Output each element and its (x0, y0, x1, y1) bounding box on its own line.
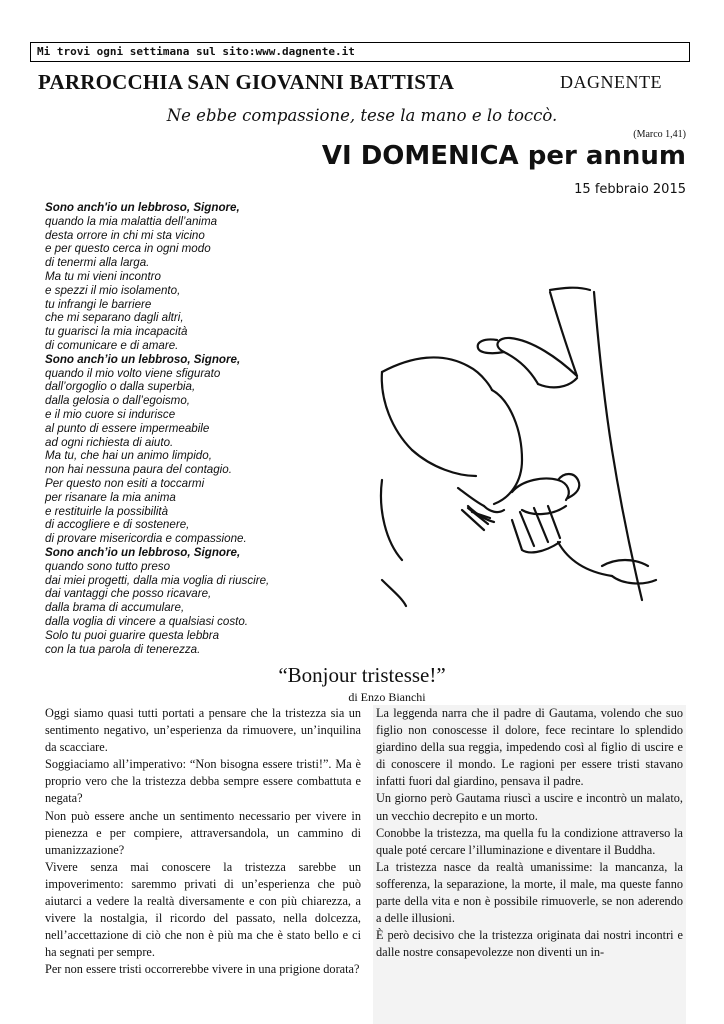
poem-line: tu guarisci la mia incapacità (45, 325, 188, 339)
poem-line: dalla voglia di vincere a qualsiasi costo. (45, 614, 249, 628)
issue-date: 15 febbraio 2015 (574, 182, 686, 197)
poem-line: che mi separano dagli altri, (45, 311, 184, 325)
poem-line: ad ogni richiesta di aiuto. (45, 435, 174, 449)
poem-line: quando il mio volto viene sfigurato (45, 366, 221, 380)
article-column-right (373, 705, 686, 1024)
sunday-title: VI DOMENICA per annum (321, 141, 686, 171)
article-title: “Bonjour tristesse!” (278, 663, 446, 687)
poem-line: tu infrangi le barriere (45, 297, 152, 311)
poem-line: al punto di essere impermeabile (45, 421, 210, 435)
article-column-left (45, 705, 361, 1024)
poem-line: con la tua parola di tenerezza. (45, 642, 201, 656)
article-paragraph: La leggenda narra che il padre di Gautama, volendo che suo figlio non conoscesse il dolore, fece recintare lo splendido giardino della sua reggia, impedendo così al figlio di uscire e di conoscere il mondo. Le ragioni per essere tristi stavano infatti fuori dal giardino, pensava il padre. (376, 706, 683, 789)
poem-line: desta orrore in chi mi sta vicino (45, 228, 205, 242)
poem-line: non hai nessuna paura del contagio. (45, 463, 232, 477)
article-paragraph: Vivere senza mai conoscere la tristezza sarebbe un impoverimento: saremmo privati di un’esperienza che può aiutarci a vedere la realtà diversamente e con più chiarezza, a vivere la nostalgia, il ricordo del passato, nella dolcezza, nell’accettazione di ciò che non è più ma che è stato bello e ci ha segnati per sempre. (45, 859, 361, 960)
hand-touching-kneeling-figure-icon (372, 280, 702, 630)
prayer-poem (45, 201, 375, 656)
poem-line: di tenermi alla larga. (45, 256, 150, 270)
gospel-motto: Ne ebbe compassione, tese la mano e lo toccò. (166, 106, 558, 125)
poem-line: di provare misericordia e compassione. (45, 532, 247, 546)
poem-line: dai vantaggi che posso ricavare, (45, 587, 212, 601)
article-paragraph: È però decisivo che la tristezza originata dai nostri incontri e dalle nostre consapevolezze non diventi un in- (376, 928, 683, 960)
poem-line: Sono anch’io un lebbroso, Signore, (45, 352, 241, 366)
poem-line: Sono anch’io un lebbroso, Signore, (45, 545, 241, 559)
article-paragraph: Oggi siamo quasi tutti portati a pensare che la tristezza sia un sentimento negativo, un’esperienza da rimuovere, un’inquilina da scacciare. (45, 706, 361, 755)
poem-line: di comunicare e di amare. (45, 338, 179, 352)
article-paragraph: Non può essere anche un sentimento necessario per vivere in pienezza e per compiere, attraversandola, un cammino di umanizzazione? (45, 808, 361, 857)
article-paragraph: Soggiaciamo all’imperativo: “Non bisogna essere tristi!”. Ma è proprio vero che la tristezza debba sempre essere combattuta e negata? (45, 757, 361, 806)
poem-line: dai miei progetti, dalla mia voglia di riuscire, (45, 573, 270, 587)
poem-line: quando sono tutto preso (45, 559, 171, 573)
poem-line: Per questo non esiti a toccarmi (45, 476, 205, 490)
poem-line: Solo tu puoi guarire questa lebbra (45, 628, 220, 642)
article-paragraph: Conobbe la tristezza, ma quella fu la condizione attraverso la quale poté cercare l’illuminazione e diventare il Buddha. (376, 825, 683, 857)
poem-line: dalla brama di accumulare, (45, 601, 185, 615)
gospel-reference: (Marco 1,41) (633, 129, 686, 140)
healing-illustration (372, 280, 702, 630)
poem-line: e spezzi il mio isolamento, (45, 283, 181, 297)
article-paragraph: La tristezza nasce da realtà umanissime: la mancanza, la sofferenza, la separazione, la morte, il male, ma queste fanno parte della vita e non è possibile rimuoverle, se non aderendo a delle illusioni. (376, 859, 683, 926)
article-paragraph: Per non essere tristi occorrerebbe vivere in una prigione dorata? (45, 962, 360, 977)
place-name: DAGNENTE (560, 72, 662, 92)
article-paragraph: Un giorno però Gautama riuscì a uscire e incontrò un malato, un vecchio decrepito e un morto. (376, 791, 683, 823)
site-notice: Mi trovi ogni settimana sul sito:www.dagnente.it (30, 42, 690, 62)
poem-line: Ma tu, che hai un animo limpido, (45, 449, 212, 463)
poem-line: quando la mia malattia dell’anima (45, 214, 218, 228)
poem-line: per risanare la mia anima (45, 490, 176, 504)
poem-line: e per questo cerca in ogni modo (45, 242, 211, 256)
poem-line: Ma tu mi vieni incontro (45, 269, 161, 283)
poem-line: di accogliere e di sostenere, (45, 518, 190, 532)
parish-name: PARROCCHIA SAN GIOVANNI BATTISTA (38, 70, 455, 94)
poem-line: dalla gelosia o dall’egoismo, (45, 394, 191, 408)
poem-line: e il mio cuore si indurisce (45, 407, 176, 421)
poem-line: Sono anch'io un lebbroso, Signore, (45, 201, 240, 214)
poem-line: e restituirle la possibilità (45, 504, 169, 518)
poem-line: dall’orgoglio o dalla superbia, (45, 380, 196, 394)
article-author: di Enzo Bianchi (348, 690, 426, 704)
